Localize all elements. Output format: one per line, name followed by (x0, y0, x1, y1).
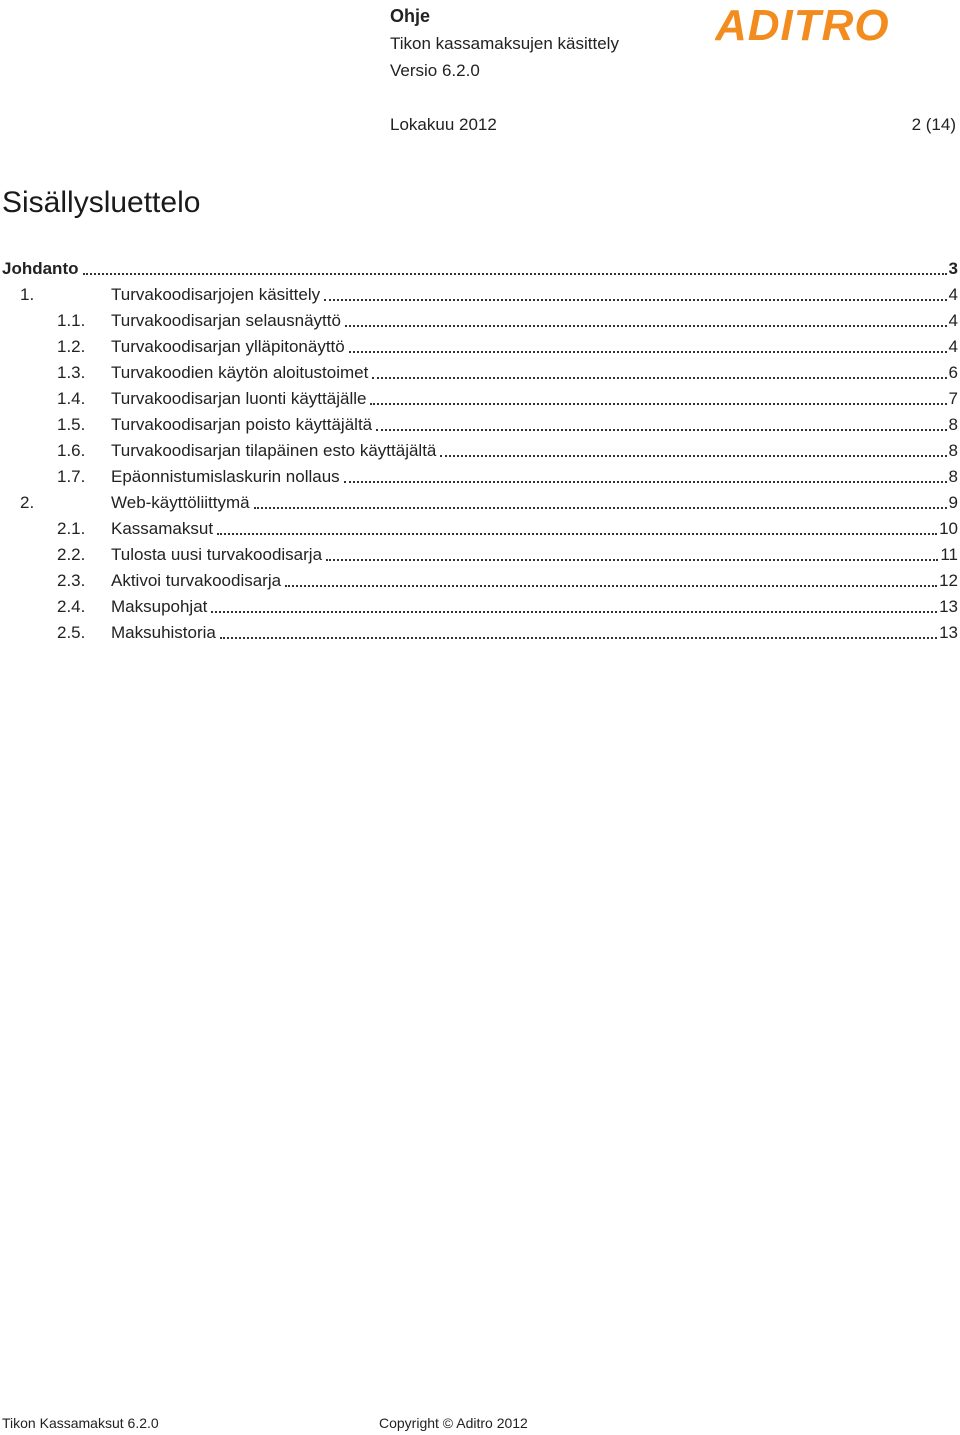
toc-entry-number: 2.3. (57, 571, 86, 590)
toc-entry-page: 7 (948, 389, 958, 408)
toc-entry-label: Maksupohjat (111, 597, 208, 616)
toc-dot-leader (440, 455, 946, 457)
toc-entry-page: 4 (948, 337, 958, 356)
toc-entry-page: 12 (939, 571, 958, 590)
toc-dot-leader (372, 377, 946, 379)
toc-entry[interactable] (2, 464, 958, 490)
aditro-logo (715, 2, 943, 46)
doc-date: Lokakuu 2012 (390, 115, 497, 134)
doc-subtitle: Tikon kassamaksujen käsittely (390, 34, 619, 53)
toc-entry-number: 1.5. (57, 415, 86, 434)
toc-entry[interactable] (2, 386, 958, 412)
toc-entry-number: 2.5. (57, 623, 86, 642)
toc-dot-leader (83, 273, 947, 275)
toc-entry-number: 2.4. (57, 597, 86, 616)
toc-entry-page: 6 (948, 363, 958, 382)
aditro-logo-text: ADITRO (715, 2, 890, 46)
toc-entry-label: Epäonnistumislaskurin nollaus (111, 467, 340, 486)
toc-entry-page: 8 (948, 415, 958, 434)
table-of-contents (2, 256, 958, 646)
toc-dot-leader (220, 637, 937, 639)
toc-entry-page: 4 (948, 285, 958, 304)
toc-entry[interactable] (2, 412, 958, 438)
toc-entry-number: 1. (20, 285, 35, 304)
page-title: Sisällysluettelo (2, 186, 201, 219)
toc-entry[interactable] (2, 568, 958, 594)
toc-entry-number: 2.1. (57, 519, 86, 538)
toc-entry-label: Turvakoodisarjan ylläpitonäyttö (111, 337, 345, 356)
toc-entry-page: 13 (939, 597, 958, 616)
toc-entry-page: 11 (940, 545, 958, 564)
toc-dot-leader (345, 325, 947, 327)
toc-entry[interactable] (2, 308, 958, 334)
toc-dot-leader (349, 351, 947, 353)
toc-entry-label: Turvakoodisarjojen käsittely (111, 285, 321, 304)
toc-entry[interactable] (2, 542, 958, 568)
toc-entry-page: 9 (948, 493, 958, 512)
toc-dot-leader (344, 481, 947, 483)
toc-entry-page: 8 (948, 467, 958, 486)
toc-entry-number: 1.4. (57, 389, 86, 408)
toc-entry-number: 1.7. (57, 467, 86, 486)
toc-entry-label: Turvakoodisarjan selausnäyttö (111, 311, 341, 330)
toc-entry-number: 2.2. (57, 545, 86, 564)
toc-entry-label: Kassamaksut (111, 519, 214, 538)
toc-entry-label: Web-käyttöliittymä (111, 493, 250, 512)
toc-dot-leader (324, 299, 946, 301)
toc-dot-leader (254, 507, 947, 509)
toc-dot-leader (217, 533, 937, 535)
toc-entry-label: Johdanto (2, 259, 79, 278)
toc-entry[interactable] (2, 334, 958, 360)
toc-entry-number: 2. (20, 493, 35, 512)
toc-entry-label: Tulosta uusi turvakoodisarja (111, 545, 323, 564)
footer-copyright: Copyright © Aditro 2012 (379, 1415, 528, 1431)
toc-entry-page: 4 (948, 311, 958, 330)
toc-entry-label: Maksuhistoria (111, 623, 216, 642)
toc-entry[interactable] (2, 360, 958, 386)
toc-entry[interactable] (2, 490, 958, 516)
toc-entry-label: Turvakoodisarjan luonti käyttäjälle (111, 389, 367, 408)
toc-dot-leader (285, 585, 937, 587)
toc-entry-label: Turvakoodien käytön aloitustoimet (111, 363, 369, 382)
toc-entry-label: Aktivoi turvakoodisarja (111, 571, 282, 590)
toc-dot-leader (370, 403, 946, 405)
toc-entry-label: Turvakoodisarjan tilapäinen esto käyttäjältä (111, 441, 437, 460)
toc-entry-number: 1.3. (57, 363, 86, 382)
toc-entry-number: 1.2. (57, 337, 86, 356)
toc-entry-number: 1.1. (57, 311, 86, 330)
toc-entry[interactable] (2, 516, 958, 542)
footer-product: Tikon Kassamaksut 6.2.0 (2, 1415, 159, 1431)
toc-entry[interactable] (2, 256, 958, 282)
doc-type: Ohje (390, 6, 431, 26)
toc-dot-leader (326, 559, 938, 561)
toc-entry-label: Turvakoodisarjan poisto käyttäjältä (111, 415, 373, 434)
toc-dot-leader (211, 611, 937, 613)
toc-entry-page: 3 (948, 259, 958, 278)
page-number: 2 (14) (911, 115, 956, 134)
toc-entry[interactable] (2, 594, 958, 620)
doc-version: Versio 6.2.0 (390, 61, 480, 80)
toc-entry[interactable] (2, 438, 958, 464)
toc-entry-page: 10 (939, 519, 958, 538)
toc-dot-leader (376, 429, 946, 431)
toc-entry[interactable] (2, 282, 958, 308)
toc-entry-page: 13 (939, 623, 958, 642)
toc-entry[interactable] (2, 620, 958, 646)
toc-entry-page: 8 (948, 441, 958, 460)
toc-entry-number: 1.6. (57, 441, 86, 460)
